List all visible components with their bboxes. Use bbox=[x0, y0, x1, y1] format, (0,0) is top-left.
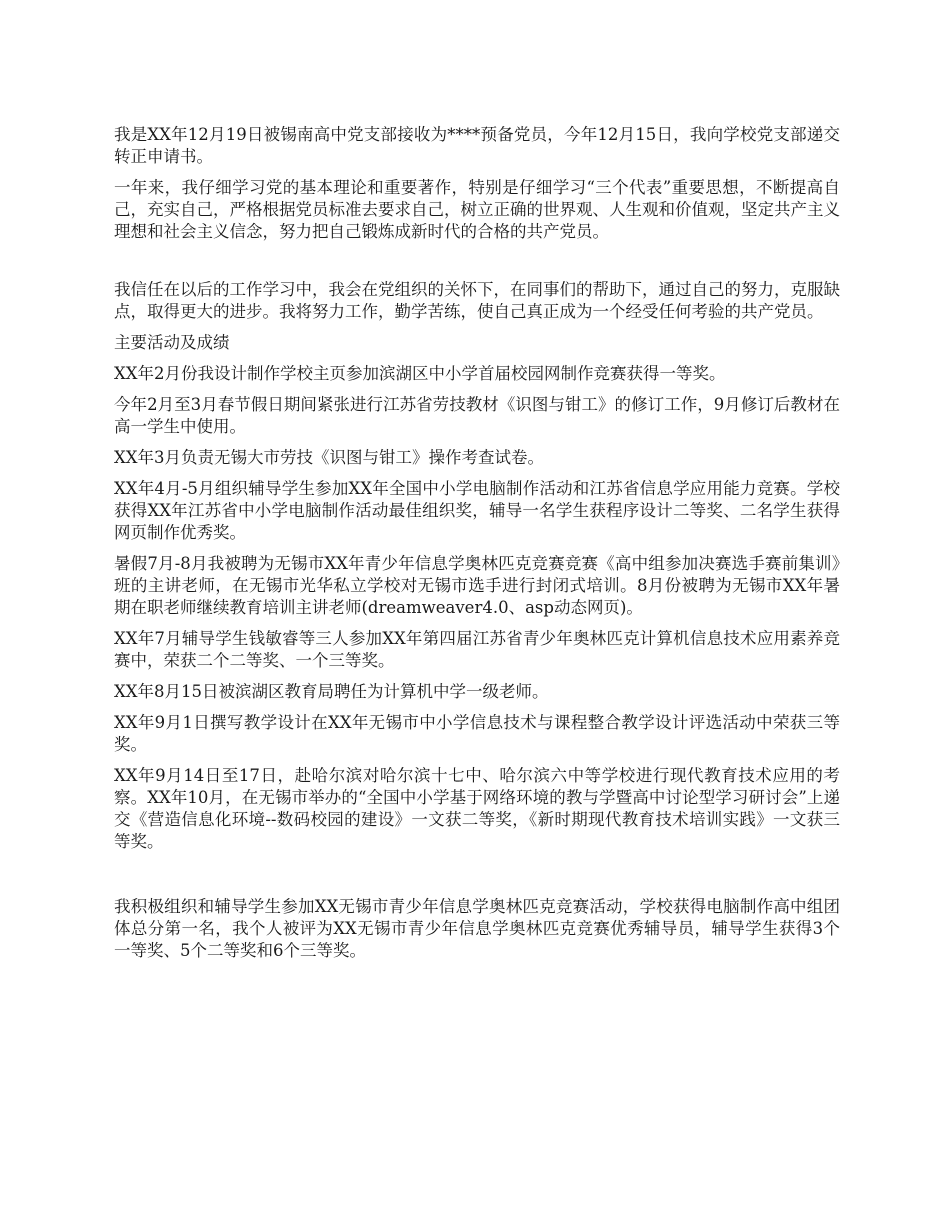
achievement-item: XX年9月14日至17日，赴哈尔滨对哈尔滨十七中、哈尔滨六中等学校进行现代教育技术应用的考察。XX年10月，在无锡市举办的“全国中小学基于网络环境的教与学暨高中讨论型学习研讨会”上递交《营造信息化环境--数码校园的建设》一文获二等奖，《新时期现代教育技术培训实践》一文获三等奖。 bbox=[114, 766, 840, 851]
achievement-item: XX年4月-5月组织辅导学生参加XX年全国中小学电脑制作活动和江苏省信息学应用能力竞赛。学校获得XX年江苏省中小学电脑制作活动最佳组织奖，辅导一名学生获程序设计二等奖、二名学生获得网页制作优秀奖。 bbox=[114, 479, 840, 542]
paragraph-intro: 我是XX年12月19日被锡南高中党支部接收为****预备党员，今年12月15日，我向学校党支部递交转正申请书。 bbox=[114, 125, 840, 166]
blank-space bbox=[114, 252, 840, 279]
achievement-item: 今年2月至3月春节假日期间紧张进行江苏省劳技教材《识图与钳工》的修订工作，9月修订后教材在高一学生中使用。 bbox=[114, 395, 840, 436]
achievement-item: 我积极组织和辅导学生参加XX无锡市青少年信息学奥林匹克竞赛活动，学校获得电脑制作高中组团体总分第一名，我个人被评为XX无锡市青少年信息学奥林匹克竞赛优秀辅导员，辅导学生获得3个一等奖、5个二等奖和6个三等奖。 bbox=[114, 897, 840, 960]
paragraph-commitment: 我信任在以后的工作学习中，我会在党组织的关怀下，在同事们的帮助下，通过自己的努力，克服缺点，取得更大的进步。我将努力工作，勤学苦练，使自己真正成为一个经受任何考验的共产党员。 bbox=[114, 280, 840, 321]
section-heading-achievements: 主要活动及成绩 bbox=[114, 333, 230, 352]
paragraph-study: 一年来，我仔细学习党的基本理论和重要著作，特别是仔细学习“三个代表”重要思想，不断提高自己，充实自己，严格根据党员标准去要求自己，树立正确的世界观、人生观和价值观，坚定共产主义理想和社会主义信念，努力把自己锻炼成新时代的合格的共产党员。 bbox=[114, 178, 840, 241]
achievement-item: XX年8月15日被滨湖区教育局聘任为计算机中学一级老师。 bbox=[114, 682, 549, 701]
achievement-item: XX年9月1日撰写教学设计在XX年无锡市中小学信息技术与课程整合教学设计评选活动中荣获三等奖。 bbox=[114, 713, 840, 754]
blank-space bbox=[114, 862, 840, 896]
achievement-item: XX年3月负责无锡大市劳技《识图与钳工》操作考查试卷。 bbox=[114, 448, 544, 467]
document-body bbox=[114, 124, 840, 971]
achievement-item: 暑假7月-8月我被聘为无锡市XX年青少年信息学奥林匹克竞赛竞赛《高中组参加决赛选手赛前集训》班的主讲老师，在无锡市光华私立学校对无锡市选手进行封闭式培训。8月份被聘为无锡市XX年暑期在职老师继续教育培训主讲老师(dreamweaver4.0、asp动态网页)。 bbox=[114, 554, 840, 617]
achievement-item: XX年2月份我设计制作学校主页参加滨湖区中小学首届校园网制作竞赛获得一等奖。 bbox=[114, 364, 726, 383]
achievement-item: XX年7月辅导学生钱敏睿等三人参加XX年第四届江苏省青少年奥林匹克计算机信息技术应用素养竞赛中，荣获二个二等奖、一个三等奖。 bbox=[114, 629, 840, 670]
